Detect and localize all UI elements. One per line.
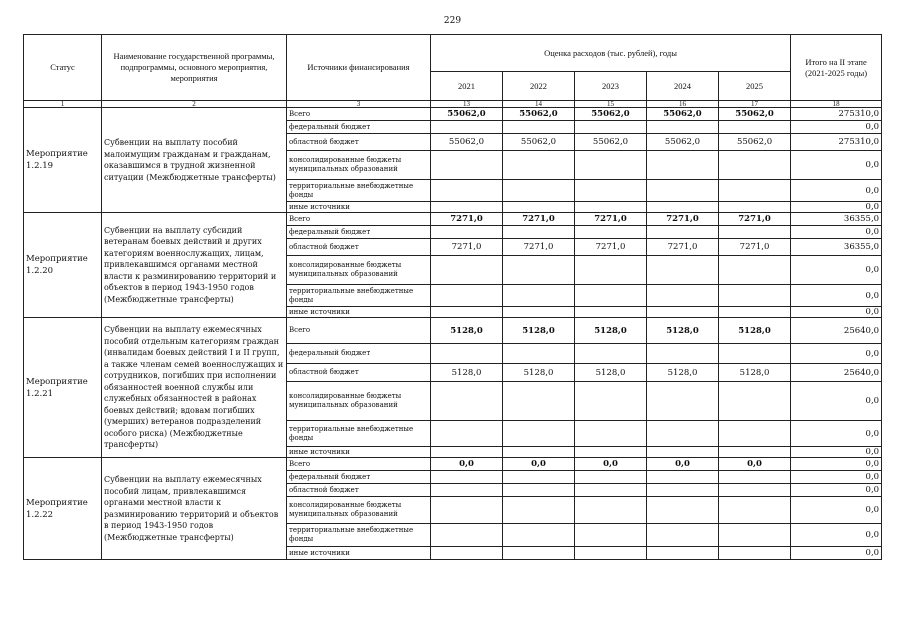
column-number: 17 — [719, 101, 791, 108]
year-value-cell — [431, 307, 503, 318]
column-number: 16 — [647, 101, 719, 108]
year-value-cell — [503, 547, 575, 560]
year-value-cell — [431, 447, 503, 458]
year-value-cell — [503, 121, 575, 134]
year-value-cell — [431, 256, 503, 285]
year-value-cell: 5128,0 — [575, 364, 647, 382]
header-year: 2024 — [647, 72, 719, 101]
year-value-cell — [503, 382, 575, 421]
year-value-cell: 5128,0 — [575, 318, 647, 344]
year-value-cell — [431, 421, 503, 447]
year-value-cell: 5128,0 — [647, 364, 719, 382]
year-value-cell — [647, 151, 719, 180]
total-cell: 0,0 — [791, 256, 882, 285]
page-number: 229 — [443, 16, 462, 26]
funding-source-label: иные источники — [287, 547, 431, 560]
year-value-cell — [719, 497, 791, 524]
total-cell: 0,0 — [791, 307, 882, 318]
year-value-cell — [575, 484, 647, 497]
measure-status: Мероприятие 1.2.20 — [24, 213, 102, 318]
year-value-cell — [647, 285, 719, 307]
year-value-cell: 5128,0 — [647, 318, 719, 344]
funding-source-label: областной бюджет — [287, 484, 431, 497]
year-value-cell: 7271,0 — [647, 213, 719, 226]
measure-name: Субвенции на выплату пособий малоимущим гражданам и гражданам, оказавшимся в трудной жизненной ситуации (Межбюджетные трансферты) — [102, 108, 287, 213]
year-value-cell — [647, 344, 719, 364]
year-value-cell — [503, 151, 575, 180]
measure-status: Мероприятие 1.2.19 — [24, 108, 102, 213]
header-total: Итого на II этапе (2021-2025 годы) — [791, 35, 882, 101]
column-number: 15 — [575, 101, 647, 108]
funding-source-label: Всего — [287, 318, 431, 344]
funding-source-label: иные источники — [287, 202, 431, 213]
year-value-cell — [719, 547, 791, 560]
measures-body — [24, 108, 882, 560]
year-value-cell — [719, 121, 791, 134]
total-cell: 0,0 — [791, 202, 882, 213]
year-value-cell: 0,0 — [575, 458, 647, 471]
year-value-cell: 55062,0 — [575, 108, 647, 121]
total-cell: 0,0 — [791, 497, 882, 524]
year-value-cell: 7271,0 — [503, 239, 575, 256]
funding-source-label: федеральный бюджет — [287, 344, 431, 364]
year-value-cell — [503, 202, 575, 213]
year-value-cell — [431, 484, 503, 497]
total-cell: 0,0 — [791, 382, 882, 421]
total-cell: 0,0 — [791, 524, 882, 547]
year-value-cell — [575, 180, 647, 202]
funding-source-label: консолидированные бюджеты муниципальных образований — [287, 151, 431, 180]
year-value-cell — [431, 121, 503, 134]
funding-source-label: территориальные внебюджетные фонды — [287, 285, 431, 307]
year-value-cell — [575, 121, 647, 134]
year-value-cell: 5128,0 — [431, 364, 503, 382]
header-year: 2025 — [719, 72, 791, 101]
year-value-cell — [719, 344, 791, 364]
year-value-cell — [647, 471, 719, 484]
total-cell: 0,0 — [791, 151, 882, 180]
year-value-cell — [503, 484, 575, 497]
year-value-cell — [719, 151, 791, 180]
year-value-cell: 55062,0 — [431, 134, 503, 151]
table-row — [24, 108, 882, 121]
column-number: 2 — [102, 101, 287, 108]
funding-source-label: областной бюджет — [287, 239, 431, 256]
year-value-cell: 7271,0 — [719, 239, 791, 256]
year-value-cell: 0,0 — [503, 458, 575, 471]
year-value-cell — [719, 256, 791, 285]
table-row — [24, 318, 882, 344]
year-value-cell — [431, 226, 503, 239]
total-cell: 275310,0 — [791, 134, 882, 151]
year-value-cell — [647, 226, 719, 239]
year-value-cell — [575, 447, 647, 458]
year-value-cell — [431, 202, 503, 213]
year-value-cell: 5128,0 — [719, 318, 791, 344]
year-value-cell — [431, 180, 503, 202]
total-cell: 275310,0 — [791, 108, 882, 121]
funding-source-label: консолидированные бюджеты муниципальных образований — [287, 382, 431, 421]
total-cell: 0,0 — [791, 484, 882, 497]
year-value-cell — [431, 285, 503, 307]
year-value-cell — [719, 524, 791, 547]
year-value-cell — [647, 524, 719, 547]
year-value-cell — [575, 421, 647, 447]
year-value-cell: 7271,0 — [575, 239, 647, 256]
year-value-cell — [719, 307, 791, 318]
year-value-cell: 7271,0 — [431, 213, 503, 226]
column-number: 14 — [503, 101, 575, 108]
header-status: Статус — [24, 35, 102, 101]
year-value-cell: 55062,0 — [575, 134, 647, 151]
column-number-row — [24, 101, 882, 108]
total-cell: 0,0 — [791, 180, 882, 202]
year-value-cell — [647, 202, 719, 213]
funding-source-label: Всего — [287, 108, 431, 121]
year-value-cell — [719, 421, 791, 447]
year-value-cell: 0,0 — [719, 458, 791, 471]
year-value-cell — [647, 547, 719, 560]
funding-source-label: федеральный бюджет — [287, 226, 431, 239]
year-value-cell — [575, 344, 647, 364]
funding-source-label: областной бюджет — [287, 134, 431, 151]
year-value-cell — [503, 421, 575, 447]
measure-name: Субвенции на выплату ежемесячных пособий отдельным категориям граждан (инвалидам боевых действий I и II групп, а также членам семей военнослужащих и сотрудников, погибших при исполнении обязанностей военной службы или служебных обязанностей в районах боевых действий; вдовам погибших (умерших) ветеранов подразделений особого риска) (Межбюджетные трансферты) — [102, 318, 287, 458]
year-value-cell — [503, 524, 575, 547]
header-year: 2021 — [431, 72, 503, 101]
year-value-cell — [503, 180, 575, 202]
year-value-cell — [575, 524, 647, 547]
year-value-cell — [503, 344, 575, 364]
column-number: 13 — [431, 101, 503, 108]
year-value-cell — [503, 256, 575, 285]
measure-status: Мероприятие 1.2.22 — [24, 458, 102, 560]
measure-name: Субвенции на выплату субсидий ветеранам боевых действий и других категориям военнослужащих, лицам, привлекавшимся органами местной власти к разминированию территорий и объектов в период 1943-1950 годов (Межбюджетные трансферты) — [102, 213, 287, 318]
funding-source-label: консолидированные бюджеты муниципальных образований — [287, 256, 431, 285]
header-source: Источники финансирования — [287, 35, 431, 101]
year-value-cell — [719, 471, 791, 484]
total-cell: 36355,0 — [791, 239, 882, 256]
year-value-cell: 5128,0 — [503, 318, 575, 344]
funding-source-label: консолидированные бюджеты муниципальных образований — [287, 497, 431, 524]
funding-source-label: территориальные внебюджетные фонды — [287, 421, 431, 447]
total-cell: 0,0 — [791, 285, 882, 307]
funding-source-label: территориальные внебюджетные фонды — [287, 524, 431, 547]
year-value-cell — [647, 180, 719, 202]
year-value-cell — [431, 471, 503, 484]
header-estimate: Оценка расходов (тыс. рублей), годы — [431, 35, 791, 72]
year-value-cell — [647, 447, 719, 458]
table-row — [24, 213, 882, 226]
year-value-cell — [575, 226, 647, 239]
year-value-cell — [647, 497, 719, 524]
total-cell: 0,0 — [791, 447, 882, 458]
year-value-cell — [575, 256, 647, 285]
year-value-cell: 5128,0 — [503, 364, 575, 382]
year-value-cell — [431, 497, 503, 524]
year-value-cell: 5128,0 — [431, 318, 503, 344]
year-value-cell: 55062,0 — [503, 108, 575, 121]
year-value-cell — [647, 121, 719, 134]
funding-source-label: иные источники — [287, 447, 431, 458]
total-cell: 0,0 — [791, 344, 882, 364]
header-name: Наименование государственной программы, подпрограммы, основного мероприятия, мероприятия — [102, 35, 287, 101]
total-cell: 0,0 — [791, 471, 882, 484]
year-value-cell — [719, 202, 791, 213]
year-value-cell: 7271,0 — [575, 213, 647, 226]
year-value-cell — [431, 151, 503, 180]
year-value-cell — [575, 497, 647, 524]
year-value-cell — [503, 226, 575, 239]
total-cell: 0,0 — [791, 226, 882, 239]
year-value-cell — [431, 547, 503, 560]
total-cell: 0,0 — [791, 121, 882, 134]
year-value-cell: 7271,0 — [647, 239, 719, 256]
column-number: 18 — [791, 101, 882, 108]
column-number: 1 — [24, 101, 102, 108]
year-value-cell — [575, 285, 647, 307]
year-value-cell — [575, 471, 647, 484]
measure-status: Мероприятие 1.2.21 — [24, 318, 102, 458]
header-year: 2022 — [503, 72, 575, 101]
year-value-cell — [719, 180, 791, 202]
year-value-cell — [575, 151, 647, 180]
total-cell: 36355,0 — [791, 213, 882, 226]
year-value-cell — [503, 471, 575, 484]
year-value-cell: 5128,0 — [719, 364, 791, 382]
year-value-cell — [503, 447, 575, 458]
year-value-cell — [719, 382, 791, 421]
table-row — [24, 458, 882, 471]
funding-source-label: Всего — [287, 213, 431, 226]
year-value-cell — [503, 285, 575, 307]
year-value-cell — [647, 484, 719, 497]
total-cell: 25640,0 — [791, 364, 882, 382]
budget-table — [23, 34, 882, 560]
year-value-cell — [503, 307, 575, 318]
funding-source-label: территориальные внебюджетные фонды — [287, 180, 431, 202]
measure-name: Субвенции на выплату ежемесячных пособий лицам, привлекавшимся органами местной власти к разминированию территорий и объектов в период 1943-1950 годов (Межбюджетные трансферты) — [102, 458, 287, 560]
year-value-cell — [575, 307, 647, 318]
year-value-cell — [575, 382, 647, 421]
year-value-cell: 55062,0 — [647, 134, 719, 151]
funding-source-label: федеральный бюджет — [287, 471, 431, 484]
column-number: 3 — [287, 101, 431, 108]
year-value-cell: 0,0 — [431, 458, 503, 471]
year-value-cell — [503, 497, 575, 524]
year-value-cell — [431, 382, 503, 421]
total-cell: 25640,0 — [791, 318, 882, 344]
year-value-cell — [575, 202, 647, 213]
year-value-cell — [431, 344, 503, 364]
year-value-cell — [647, 307, 719, 318]
year-value-cell: 7271,0 — [503, 213, 575, 226]
year-value-cell — [719, 447, 791, 458]
year-value-cell — [431, 524, 503, 547]
year-value-cell: 55062,0 — [503, 134, 575, 151]
year-value-cell: 0,0 — [647, 458, 719, 471]
funding-source-label: иные источники — [287, 307, 431, 318]
year-value-cell — [719, 484, 791, 497]
year-value-cell: 7271,0 — [431, 239, 503, 256]
year-value-cell — [719, 226, 791, 239]
year-value-cell: 55062,0 — [431, 108, 503, 121]
year-value-cell — [647, 382, 719, 421]
total-cell: 0,0 — [791, 458, 882, 471]
year-value-cell: 55062,0 — [647, 108, 719, 121]
total-cell: 0,0 — [791, 547, 882, 560]
year-value-cell — [719, 285, 791, 307]
year-value-cell: 7271,0 — [719, 213, 791, 226]
funding-source-label: Всего — [287, 458, 431, 471]
funding-source-label: областной бюджет — [287, 364, 431, 382]
funding-source-label: федеральный бюджет — [287, 121, 431, 134]
year-value-cell — [575, 547, 647, 560]
header-year: 2023 — [575, 72, 647, 101]
year-value-cell — [647, 421, 719, 447]
year-value-cell: 55062,0 — [719, 134, 791, 151]
total-cell: 0,0 — [791, 421, 882, 447]
year-value-cell — [647, 256, 719, 285]
year-value-cell: 55062,0 — [719, 108, 791, 121]
